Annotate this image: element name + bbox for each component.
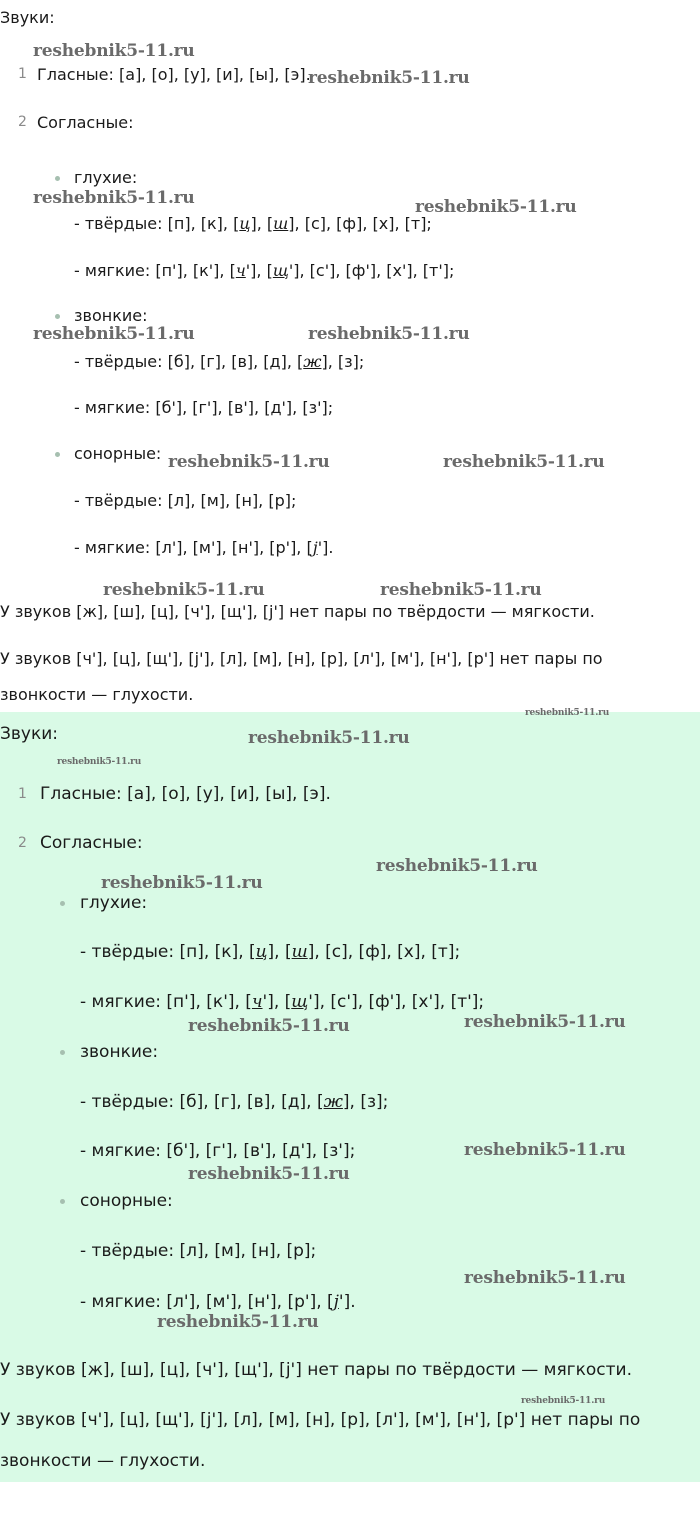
- underlined-letter: ц: [239, 214, 251, 233]
- watermark: reshebnik5-11.ru: [248, 728, 410, 748]
- bullet-icon: [60, 901, 65, 906]
- underlined-letter: щ: [272, 261, 289, 280]
- voiced-label: звонкие:: [80, 1042, 159, 1062]
- note-pairs-voicing-1: У звуков [ч'], [ц], [щ'], [j'], [л], [м], [н], [р], [л'], [м'], [н'], [р'] нет пары по: [0, 649, 603, 668]
- sonorant-soft-line: [74, 538, 333, 557]
- watermark: reshebnik5-11.ru: [376, 856, 538, 876]
- text: '], [: [245, 261, 273, 280]
- watermark: reshebnik5-11.ru: [101, 873, 263, 893]
- watermark: reshebnik5-11.ru: [188, 1016, 350, 1036]
- text: - мягкие: [л'], [м'], [н'], [р'], [: [80, 1292, 334, 1312]
- watermark: reshebnik5-11.ru: [464, 1140, 626, 1160]
- watermark: reshebnik5-11.ru: [525, 708, 610, 718]
- watermark: reshebnik5-11.ru: [57, 757, 142, 767]
- watermark: reshebnik5-11.ru: [168, 452, 330, 472]
- voiced-soft-line: - мягкие: [б'], [г'], [в'], [д'], [з'];: [80, 1141, 356, 1161]
- text: ], [: [267, 942, 292, 962]
- item-number-2: 2: [18, 835, 27, 851]
- text: - мягкие: [л'], [м'], [н'], [р'], [: [74, 538, 313, 557]
- sonorant-hard-line: - твёрдые: [л], [м], [н], [р];: [74, 491, 297, 510]
- underlined-letter: ш: [291, 942, 308, 962]
- watermark: reshebnik5-11.ru: [33, 188, 195, 208]
- vowels-list: [а], [о], [у], [и], [ы], [э].: [127, 784, 331, 804]
- bullet-icon: [60, 1050, 65, 1055]
- text: '], [: [262, 992, 292, 1012]
- sonorant-label: сонорные:: [74, 444, 162, 463]
- watermark: reshebnik5-11.ru: [33, 41, 195, 61]
- text: - твёрдые: [б], [г], [в], [д], [: [80, 1092, 324, 1112]
- watermark: reshebnik5-11.ru: [308, 68, 470, 88]
- sonorant-hard-line: - твёрдые: [л], [м], [н], [р];: [80, 1241, 317, 1261]
- block-2-highlighted: [0, 708, 700, 1482]
- text: - твёрдые: [п], [к], [: [80, 942, 256, 962]
- underlined-letter: ж: [323, 1092, 343, 1112]
- voiceless-label: глухие:: [74, 168, 138, 187]
- watermark: reshebnik5-11.ru: [415, 197, 577, 217]
- voiceless-hard-line: [80, 942, 460, 962]
- item-number-1: 1: [18, 786, 27, 802]
- voiceless-label: глухие:: [80, 893, 148, 913]
- note-pairs-hardness: У звуков [ж], [ш], [ц], [ч'], [щ'], [j'] нет пары по твёрдости — мягкости.: [0, 1360, 632, 1380]
- watermark: reshebnik5-11.ru: [157, 1312, 319, 1332]
- watermark: reshebnik5-11.ru: [308, 324, 470, 344]
- watermark: reshebnik5-11.ru: [464, 1012, 626, 1032]
- underlined-letter: ч: [235, 261, 246, 280]
- block2-title: Звуки:: [0, 724, 59, 744]
- consonants-label: Согласные:: [40, 833, 143, 853]
- watermark: reshebnik5-11.ru: [521, 1396, 606, 1406]
- text: - мягкие: [п'], [к'], [: [80, 992, 252, 1012]
- block1-title: Звуки:: [0, 8, 55, 27]
- text: '].: [338, 1292, 356, 1312]
- text: ], [: [250, 214, 274, 233]
- text: '].: [317, 538, 334, 557]
- note-pairs-voicing-1: У звуков [ч'], [ц], [щ'], [j'], [л], [м], [н], [р], [л'], [м'], [н'], [р'] нет пары по: [0, 1410, 641, 1430]
- text: ], [с], [ф], [х], [т];: [307, 942, 461, 962]
- underlined-letter: ц: [255, 942, 268, 962]
- bullet-icon: [55, 452, 60, 457]
- voiced-label: звонкие:: [74, 306, 148, 325]
- underlined-letter: j: [333, 1292, 339, 1312]
- note-pairs-voicing-2: звонкости — глухости.: [0, 685, 194, 704]
- text: ], [з];: [342, 1092, 389, 1112]
- voiced-hard-line: [74, 352, 364, 371]
- text: - твёрдые: [б], [г], [в], [д], [: [74, 352, 304, 371]
- underlined-letter: щ: [291, 992, 309, 1012]
- text: ], [з];: [321, 352, 365, 371]
- voiced-hard-line: [80, 1092, 388, 1112]
- vowels-line: [40, 784, 331, 804]
- vowels-label: Гласные:: [37, 65, 114, 84]
- text: '], [с'], [ф'], [х'], [т'];: [288, 261, 455, 280]
- text: ], [с], [ф], [х], [т];: [288, 214, 432, 233]
- watermark: reshebnik5-11.ru: [380, 580, 542, 600]
- bullet-icon: [55, 176, 60, 181]
- underlined-letter: ш: [273, 214, 289, 233]
- watermark: reshebnik5-11.ru: [464, 1268, 626, 1288]
- bullet-icon: [60, 1199, 65, 1204]
- underlined-letter: ж: [303, 352, 322, 371]
- voiceless-soft-line: [74, 261, 454, 280]
- text: '], [с'], [ф'], [х'], [т'];: [308, 992, 485, 1012]
- voiceless-hard-line: [74, 214, 432, 233]
- text: - мягкие: [п'], [к'], [: [74, 261, 236, 280]
- consonants-label: Согласные:: [37, 113, 134, 132]
- voiced-soft-line: - мягкие: [б'], [г'], [в'], [д'], [з'];: [74, 398, 334, 417]
- sonorant-label: сонорные:: [80, 1191, 173, 1211]
- voiceless-soft-line: [80, 992, 484, 1012]
- vowels-list: [а], [о], [у], [и], [ы], [э].: [119, 65, 311, 84]
- watermark: reshebnik5-11.ru: [188, 1164, 350, 1184]
- vowels-label: Гласные:: [40, 784, 122, 804]
- underlined-letter: ч: [251, 992, 263, 1012]
- item-number-2: 2: [18, 114, 27, 130]
- item-number-1: 1: [18, 66, 27, 82]
- bullet-icon: [55, 314, 60, 319]
- watermark: reshebnik5-11.ru: [443, 452, 605, 472]
- watermark: reshebnik5-11.ru: [33, 324, 195, 344]
- note-pairs-voicing-2: звонкости — глухости.: [0, 1451, 206, 1471]
- vowels-line: [37, 65, 311, 84]
- watermark: reshebnik5-11.ru: [103, 580, 265, 600]
- note-pairs-hardness: У звуков [ж], [ш], [ц], [ч'], [щ'], [j'] нет пары по твёрдости — мягкости.: [0, 602, 595, 621]
- underlined-letter: j: [312, 538, 318, 557]
- sonorant-soft-line: [80, 1292, 356, 1312]
- text: - твёрдые: [п], [к], [: [74, 214, 240, 233]
